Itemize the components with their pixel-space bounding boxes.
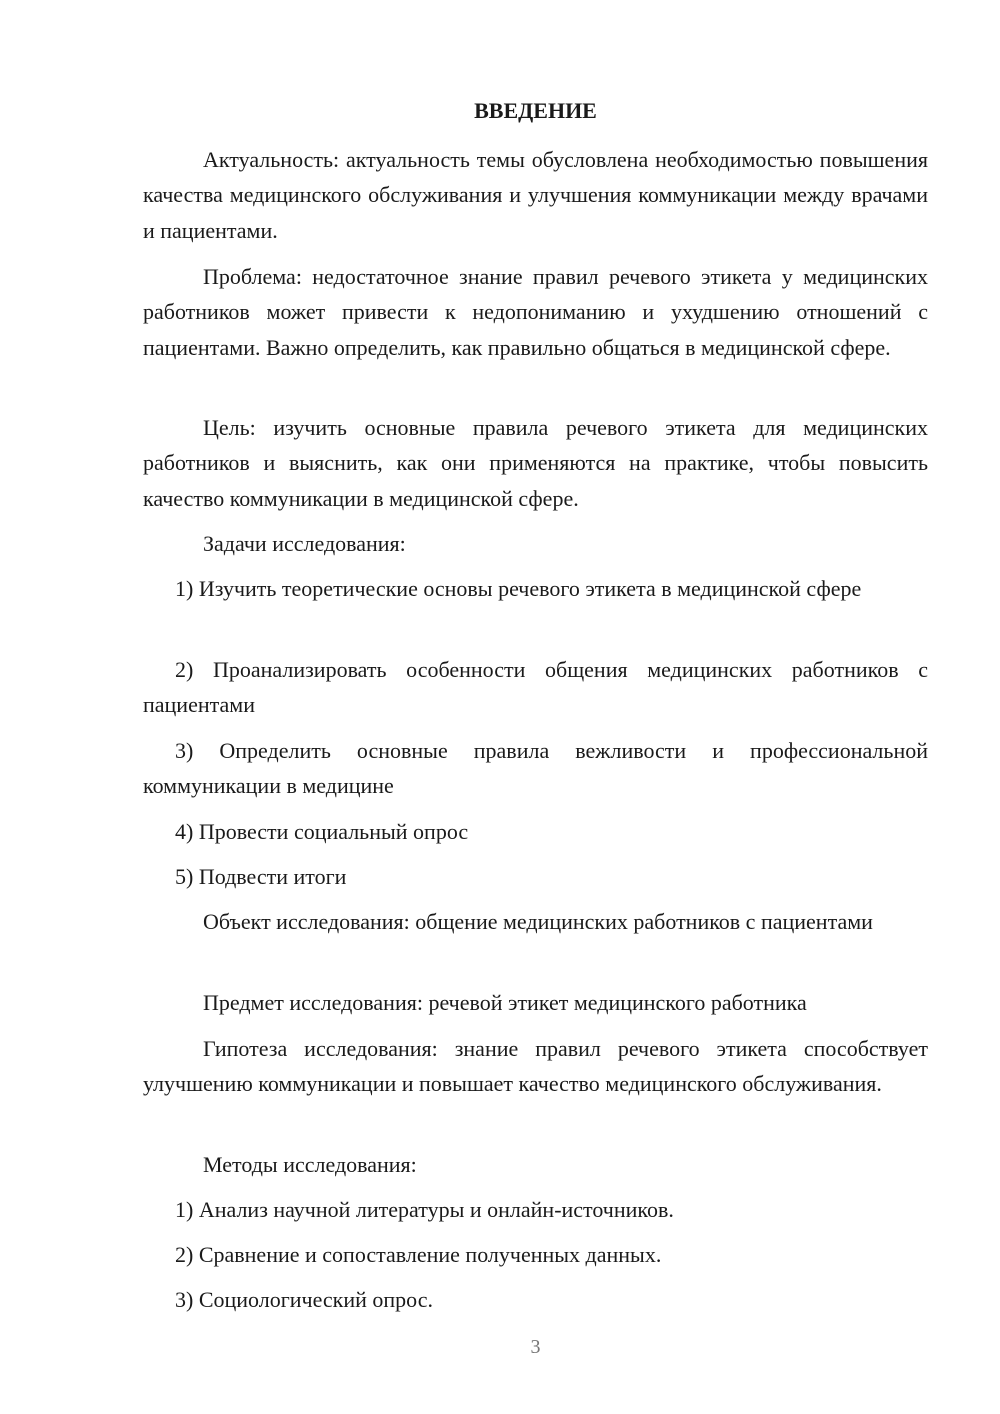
method-item-1: 1) Анализ научной литературы и онлайн-источников.: [175, 1197, 674, 1222]
paragraph-problem: Проблема: недостаточное знание правил речевого этикета у медицинских работников может привести к недопониманию и ухудшению отношений с пациентами. Важно определить, как правильно общаться в медицинской сфере.: [143, 264, 928, 360]
paragraph-object: Объект исследования: общение медицинских работников с пациентами: [203, 909, 873, 934]
paragraph-methods-heading: Методы исследования:: [203, 1152, 417, 1177]
task-item-1: 1) Изучить теоретические основы речевого этикета в медицинской сфере: [175, 576, 862, 601]
page-title: ВВЕДЕНИЕ: [474, 98, 597, 123]
paragraph-subject: Предмет исследования: речевой этикет медицинского работника: [203, 990, 807, 1015]
task-item-5: 5) Подвести итоги: [175, 864, 347, 889]
paragraph-relevance: Актуальность: актуальность темы обусловлена необходимостью повышения качества медицинского обслуживания и улучшения коммуникации между врачами и пациентами.: [143, 147, 928, 243]
paragraph-goal: Цель: изучить основные правила речевого этикета для медицинских работников и выяснить, как они применяются на практике, чтобы повысить качество коммуникации в медицинской сфере.: [143, 415, 928, 511]
task-item-4: 4) Провести социальный опрос: [175, 819, 469, 844]
page-number: 3: [530, 1336, 541, 1358]
task-item-3: 3) Определить основные правила вежливости и профессиональной коммуникации в медицине: [143, 738, 928, 799]
paragraph-hypothesis: Гипотеза исследования: знание правил речевого этикета способствует улучшению коммуникации и повышает качество медицинского обслуживания.: [143, 1036, 928, 1097]
method-item-2: 2) Сравнение и сопоставление полученных данных.: [175, 1242, 662, 1267]
task-item-2: 2) Проанализировать особенности общения медицинских работников с пациентами: [143, 657, 928, 718]
paragraph-tasks-heading: Задачи исследования:: [203, 531, 406, 556]
method-item-3: 3) Социологический опрос.: [175, 1287, 433, 1312]
